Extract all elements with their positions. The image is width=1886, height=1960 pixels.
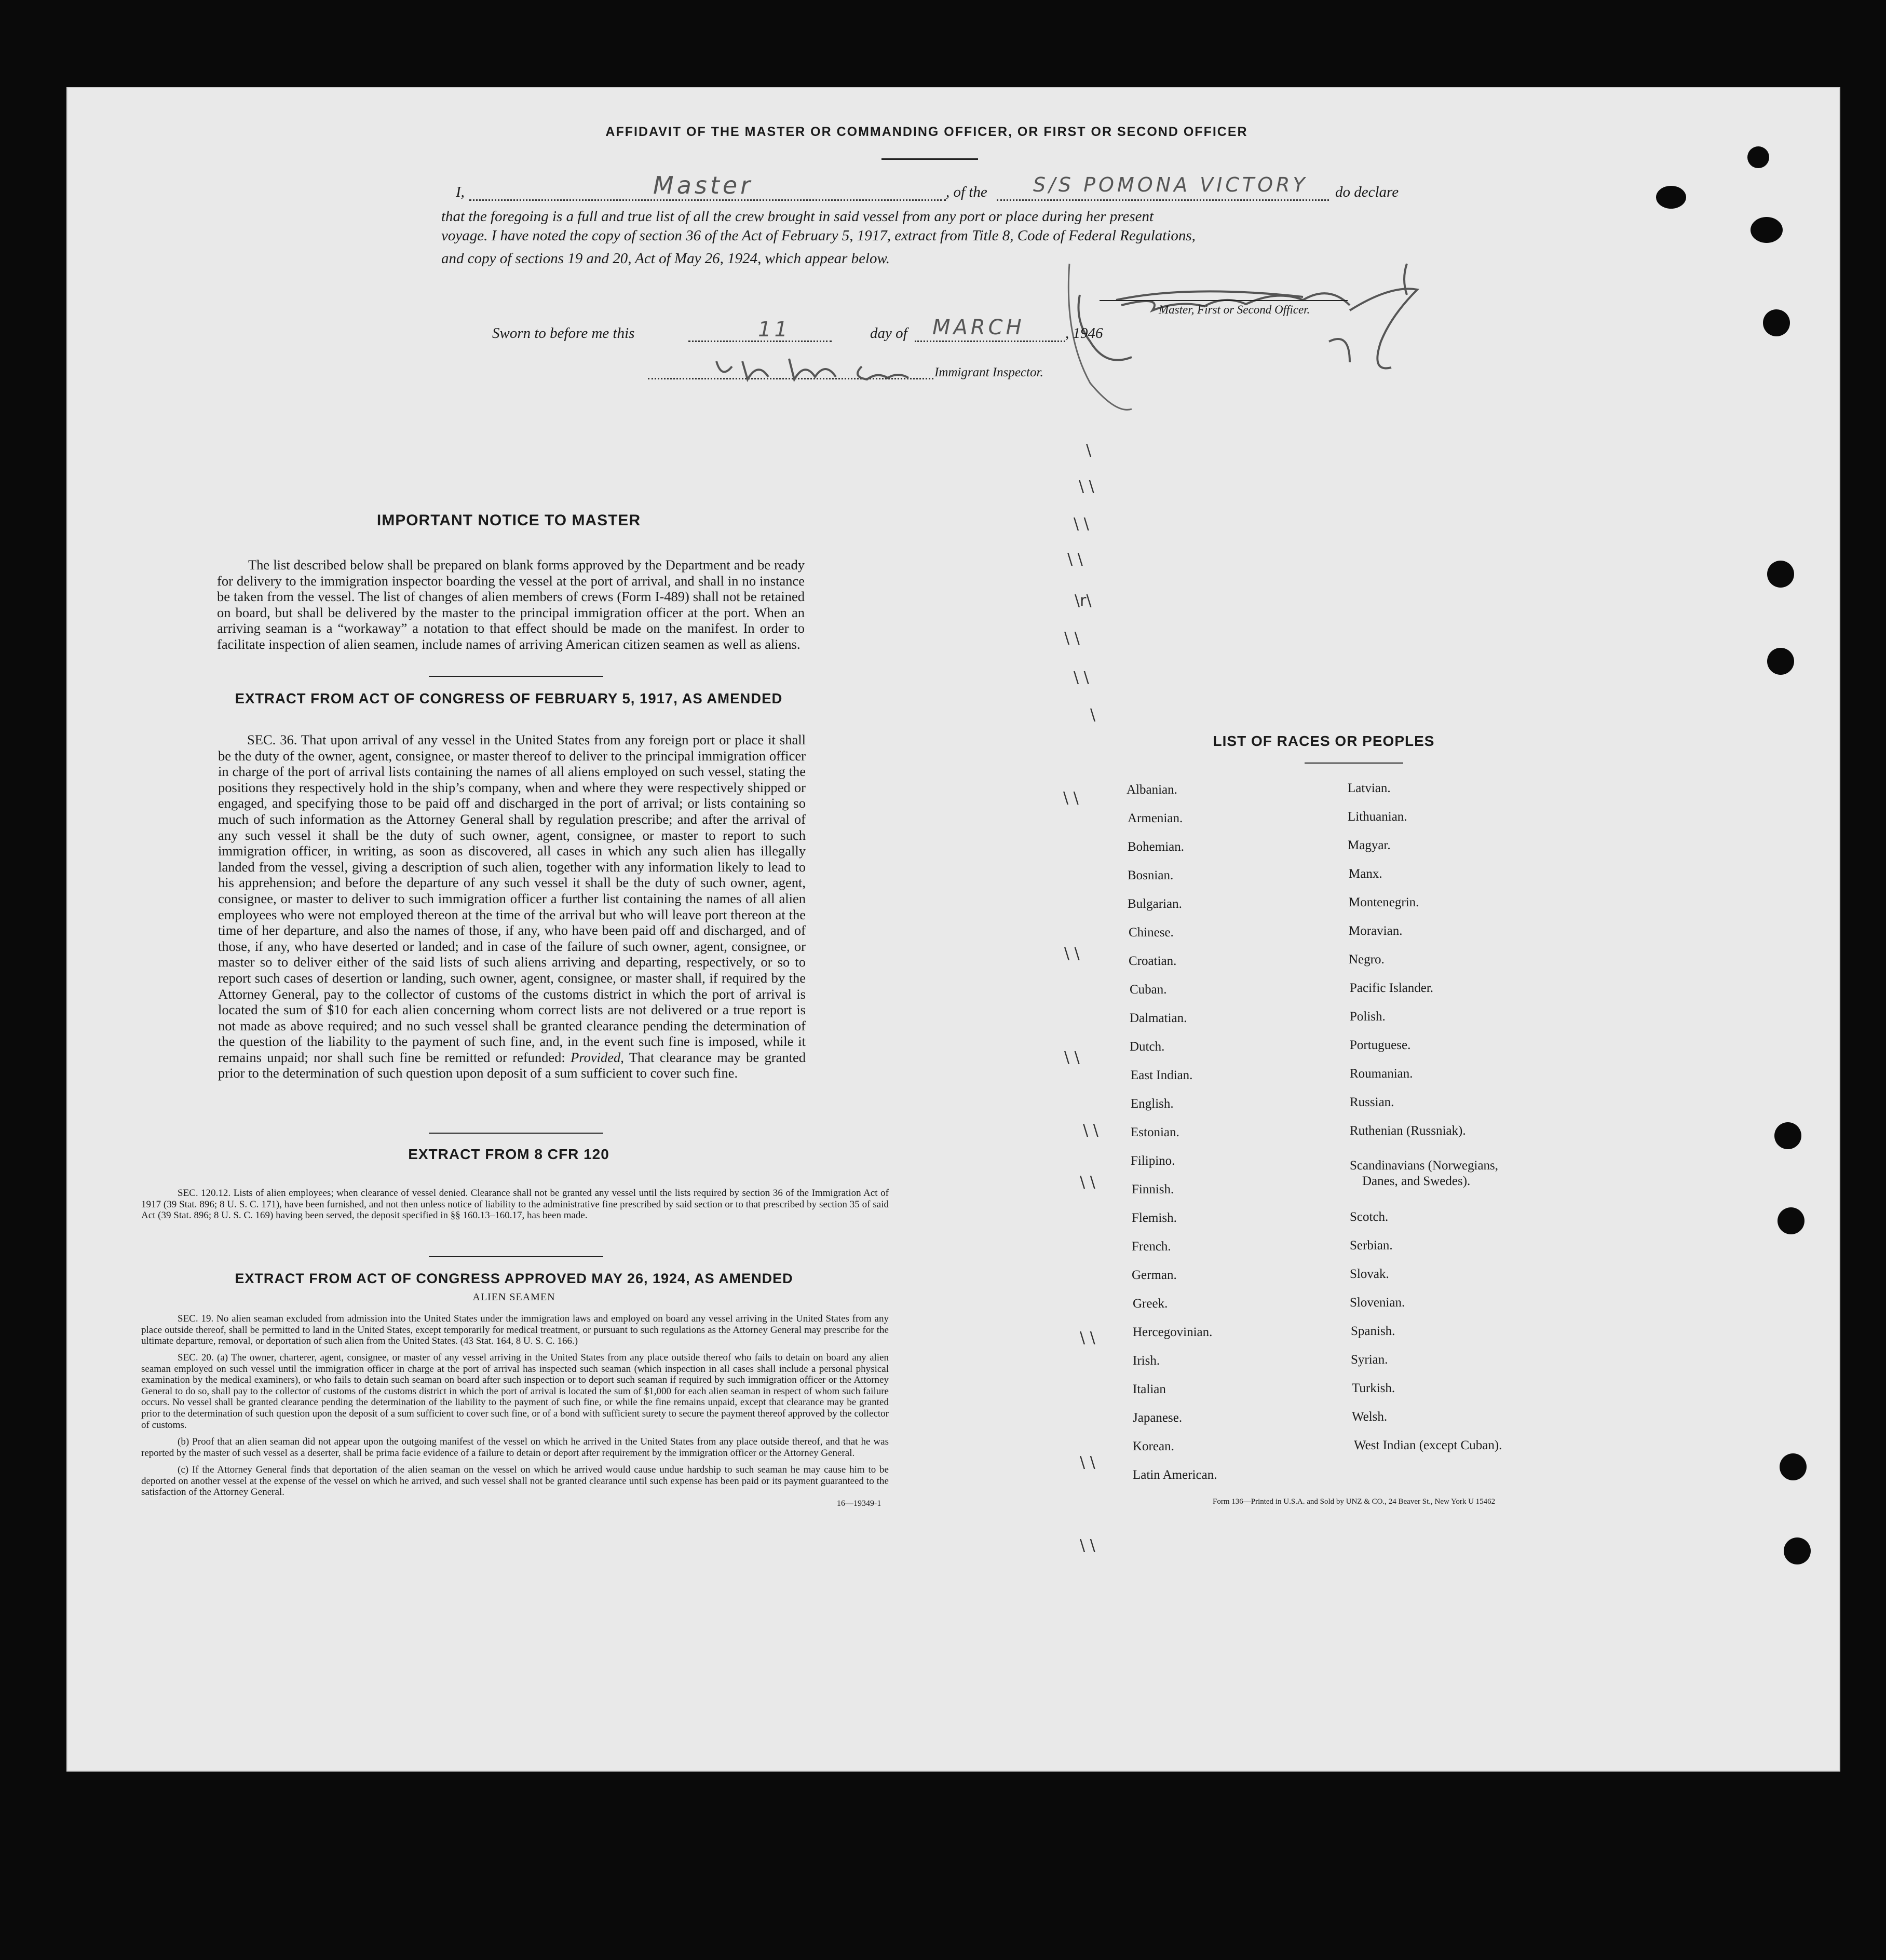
section-divider (429, 1133, 603, 1134)
extract1924-heading: EXTRACT FROM ACT OF CONGRESS APPROVED MAY 26, 1924, AS AMENDED (235, 1271, 793, 1286)
race-left: Croatian. (1129, 954, 1177, 968)
section-divider (429, 676, 603, 677)
race-left: Japanese. (1133, 1411, 1183, 1425)
race-left: Flemish. (1132, 1211, 1177, 1225)
affidavit-line4: and copy of sections 19 and 20, Act of May 26, 1924, which appear below. (441, 250, 890, 267)
race-right: Slovak. (1350, 1267, 1389, 1281)
race-left: Cuban. (1130, 983, 1167, 997)
race-left: English. (1131, 1097, 1174, 1111)
extract1917-proviso-word: Provided, (571, 1049, 624, 1065)
signature-caption: Master, First or Second Officer. (1159, 303, 1310, 316)
race-right: Welsh. (1352, 1410, 1388, 1424)
officer-field-value: Master (653, 171, 754, 199)
extract1924-subheading: ALIEN SEAMEN (472, 1291, 555, 1303)
race-left: Korean. (1133, 1439, 1174, 1453)
extract1917-heading: EXTRACT FROM ACT OF CONGRESS OF FEBRUARY 5, 1917, AS AMENDED (235, 690, 783, 706)
inspector-signature (711, 351, 929, 387)
extract1924-sec20a: SEC. 20. (a) The owner, charterer, agent, consignee, or master of any vessel arriving in the United States from any place outside thereof who fails to detain on board any alien seaman employed on such vessel until the immigration officer in charge at the port of arrival has inspected such seaman (which inspection in all cases shall include a personal physical examination by the medical examiners), or who fails to detain such seaman on board after such inspection or to deport such seaman if required by such immigration officer or the Attorney General to do so, shall pay to the collector of customs of the customs district in which the port of arrival is located the sum of $1,000 for each alien seaman in respect of whom such failure occurs. No vessel shall be granted clearance pending the determination of the liability to the payment of such fine, or while the fine remains unpaid, except that clearance may be granted prior to the determination of such question upon the deposit of a sum sufficient to cover such fine, or of a bond with sufficient surety to secure the payment thereof approved by the collector of customs. (141, 1352, 889, 1431)
master-signature (1059, 253, 1443, 419)
race-right: Magyar. (1348, 838, 1391, 852)
bleed-mark: \ \ (1080, 1173, 1095, 1191)
race-left: Albanian. (1127, 783, 1177, 797)
race-left: Chinese. (1129, 925, 1174, 940)
races-heading: LIST OF RACES OR PEOPLES (1213, 733, 1435, 749)
race-right: Polish. (1350, 1010, 1386, 1024)
binder-hole (1784, 1537, 1811, 1564)
bleed-mark: \ \ (1080, 1536, 1095, 1555)
binder-hole (1774, 1122, 1801, 1149)
bleed-mark: \ \ (1079, 478, 1094, 496)
race-right: Serbian. (1350, 1238, 1393, 1253)
race-left: Dutch. (1130, 1040, 1165, 1054)
bleed-mark: \ \ (1063, 789, 1079, 807)
extract1917-text: That upon arrival of any vessel in the United States from any foreign port or place it shall be the duty of the owner, agent, consignee, or master thereof to deliver to the principal immigration officer in charge of the port of arrival lists containing the names of all aliens employed on such vessel, stating the positions they respectively hold in the ship’s company, when and where they were respectively shipped or engaged, and specifying those to be paid off and discharged in the port of arrival; or lists containing so much of such information as the Attorney General shall by regulation prescribe; and after the arrival of any such vessel it shall be the duty of such owner, agent, consignee, or master to report to such immigration officer, in writing, as soon as discovered, all cases in which any such alien has illegally landed from the vessel, giving a description of such alien, together with any information likely to lead to his apprehension; and before the departure of any such vessel it shall be the duty of such owner, agent, consignee, or master to deliver to such immigration officer a further list containing the names of all alien employees who were not employed thereon at the time of the arrival but who will leave port thereon at the time of her departure, and also the names of those, if any, who have been paid off and discharged, and of those, if any, who have deserted or landed; and in case of the failure of such owner, agent, consignee, or master so to deliver either of the said lists of such aliens arriving and departing, respectively, or so to report such cases of desertion or landing, such owner, agent, consignee, or master shall, if required by the Attorney General, pay to the collector of customs of the customs district in which the port of arrival is located the sum of $10 for each alien concerning whom correct lists are not delivered or a true report is not made as above required; and no such vessel shall be granted clearance pending the determination of the question of the liability to the payment of such fine, and, in the event such fine is imposed, while it remains unpaid; nor shall such fine be remitted or refunded: (218, 732, 806, 1065)
sworn-month-dots (915, 341, 1065, 342)
affidavit-title-rule (881, 158, 978, 160)
race-left: Italian (1133, 1382, 1166, 1396)
vessel-field-dots (997, 199, 1329, 201)
race-right: Ruthenian (Russniak). (1350, 1124, 1466, 1138)
race-right: Manx. (1349, 867, 1382, 881)
race-right: Syrian. (1351, 1353, 1388, 1367)
affidavit-line1-suffix: do declare (1335, 184, 1399, 200)
binder-hole (1763, 309, 1790, 336)
race-right: Scandinavians (Norwegians, (1350, 1159, 1499, 1173)
race-left: Finnish. (1132, 1182, 1174, 1196)
race-right: Moravian. (1349, 924, 1403, 938)
race-left: Greek. (1133, 1297, 1168, 1311)
sworn-day-value: 11 (758, 318, 791, 342)
race-right: Montenegrin. (1349, 895, 1419, 909)
race-left: Filipino. (1131, 1154, 1175, 1168)
binder-hole (1780, 1453, 1807, 1480)
race-right: Danes, and Swedes). (1362, 1174, 1471, 1188)
binder-hole (1751, 217, 1783, 243)
race-right: Lithuanian. (1348, 810, 1407, 824)
race-right: Pacific Islander. (1350, 981, 1434, 995)
extract1917-proviso: That clearance may be granted prior to the determination of such question upon deposit of a sum sufficient to cover such fine. (218, 1049, 806, 1081)
bleed-mark: \ \ (1064, 945, 1080, 963)
cfr-heading: EXTRACT FROM 8 CFR 120 (408, 1146, 609, 1162)
bleed-mark: \ \ (1083, 1121, 1098, 1139)
race-left: Bohemian. (1128, 840, 1185, 854)
binder-hole (1767, 561, 1794, 588)
extract1924-sec20b: (b) Proof that an alien seaman did not appear upon the outgoing manifest of the vessel on which he arrived in the United States from any place outside thereof, and that he was reported by the master of such vessel as a deserter, shall be prima facie evidence of a failure to detain or deport after requirement by the immigration officer or the Attorney General. (141, 1436, 889, 1459)
binder-hole (1747, 146, 1769, 168)
affidavit-line1-prefix: I, (456, 184, 465, 200)
signature-rule (1100, 300, 1348, 301)
sworn-day-of: day of (870, 325, 907, 342)
cfr-text: SEC. 120.12. Lists of alien employees; when clearance of vessel denied. Clearance shall not be granted any vessel until the lists required by section 36 of the Immigration Act of 1917 (39 Stat. 896; 8 U. S. C. 171), have been furnished, and not then unless notice of liability to the administrative fine prescribed by said section or to that prescribed by section 35 of said Act (39 Stat. 896; 8 U. S. C. 169) having been served, the deposit specified in §§ 160.13–160.17, has been made. (141, 1188, 889, 1221)
race-left: Bulgarian. (1128, 897, 1182, 911)
race-left: Armenian. (1128, 811, 1183, 825)
affidavit-line2: that the foregoing is a full and true list of all the crew brought in said vessel from any port or place during her present (441, 208, 1154, 225)
section-divider (429, 1256, 603, 1257)
bleed-mark: \ \ (1074, 515, 1089, 533)
race-left: German. (1132, 1268, 1177, 1282)
bleed-mark: \ \ (1074, 669, 1089, 687)
race-right: Latvian. (1348, 781, 1391, 795)
extract1924-sec19: SEC. 19. No alien seaman excluded from admission into the United States under the immigration laws and employed on board any vessel arriving in the United States from any place outside thereof, shall be permitted to land in the United States, except temporarily for medical treatment, or pursuant to such regulations as the Attorney General may prescribe for the ultimate departure, removal, or deportation of such alien from the United States. (43 Stat. 164, 8 U. S. C. 166.) (141, 1313, 889, 1347)
race-right: Slovenian. (1350, 1296, 1405, 1310)
race-right: Portuguese. (1350, 1038, 1411, 1052)
race-left: Hercegovinian. (1133, 1325, 1213, 1339)
race-left: Latin American. (1133, 1468, 1217, 1482)
sworn-prefix: Sworn to before me this (492, 325, 635, 342)
affidavit-line1-of-the: , of the (946, 184, 987, 200)
race-right: Roumanian. (1350, 1067, 1413, 1081)
sworn-year: , 1946 (1065, 325, 1103, 342)
extract1917-sec: SEC. 36. (247, 732, 297, 747)
bleed-mark: \ \ (1067, 550, 1083, 568)
binder-hole (1656, 186, 1686, 209)
affidavit-title: AFFIDAVIT OF THE MASTER OR COMMANDING OFFICER, OR FIRST OR SECOND OFFICER (605, 125, 1248, 139)
extract1917-body (218, 732, 806, 1081)
race-left: East Indian. (1131, 1068, 1193, 1082)
notice-text: The list described below shall be prepared on blank forms approved by the Department and be ready for delivery to the immigration inspector boarding the vessel at the port of arrival, and shall in no instance be taken from the vessel. The list of changes of alien members of crews (Form I-489) shall not be retained on board, but shall be delivered by the master to the principal immigration officer at the port. When an arriving seaman is a “workaway” a notation to that effect should be made on the manifest. In order to facilitate inspection of alien seamen, include names of arriving American citizen seamen as well as aliens. (217, 557, 805, 652)
notice-heading: IMPORTANT NOTICE TO MASTER (376, 512, 641, 529)
race-right: Spanish. (1351, 1324, 1395, 1338)
race-right: Russian. (1350, 1095, 1394, 1109)
race-left: Irish. (1133, 1354, 1160, 1368)
races-heading-rule (1305, 763, 1403, 764)
race-left: Bosnian. (1128, 868, 1174, 882)
bleed-mark: \ (1086, 441, 1092, 459)
race-right: Negro. (1349, 952, 1385, 967)
binder-hole (1767, 648, 1794, 675)
inspector-caption: Immigrant Inspector. (934, 365, 1043, 379)
race-right: Scotch. (1350, 1210, 1389, 1224)
extract1924-sec20c: (c) If the Attorney General finds that deportation of the alien seaman on the vessel on which he arrived would cause undue hardship to such seaman he may cause him to be deported on another vessel at the expense of the vessel on which he arrived, and such vessel shall not be granted clearance until such expense has been paid or its payment guaranteed to the satisfaction of the Attorney General. (141, 1464, 889, 1498)
bleed-mark: \r\ (1075, 592, 1092, 610)
race-right: Turkish. (1352, 1381, 1395, 1395)
bleed-mark: \ \ (1064, 629, 1080, 647)
bleed-mark: \ (1090, 706, 1096, 724)
affidavit-line3: voyage. I have noted the copy of section 36 of the Act of February 5, 1917, extract from Title 8, Code of Federal Regulations, (441, 227, 1196, 244)
vessel-field-value: S/S POMONA VICTORY (1033, 173, 1308, 196)
bleed-mark: \ \ (1080, 1453, 1095, 1472)
binder-hole (1778, 1207, 1804, 1234)
race-left: Estonian. (1131, 1125, 1179, 1139)
bleed-mark: \ \ (1080, 1329, 1095, 1347)
sworn-month-value: MARCH (932, 316, 1025, 339)
race-left: French. (1132, 1240, 1171, 1254)
race-left: Dalmatian. (1130, 1011, 1187, 1025)
extract1924-form-code: 16—19349-1 (837, 1499, 881, 1508)
bleed-mark: \ \ (1064, 1049, 1080, 1067)
race-right: West Indian (except Cuban). (1354, 1438, 1502, 1452)
races-footer: Form 136—Printed in U.S.A. and Sold by UNZ & CO., 24 Beaver St., New York U 15462 (1213, 1498, 1496, 1506)
officer-field-dots (469, 199, 946, 201)
